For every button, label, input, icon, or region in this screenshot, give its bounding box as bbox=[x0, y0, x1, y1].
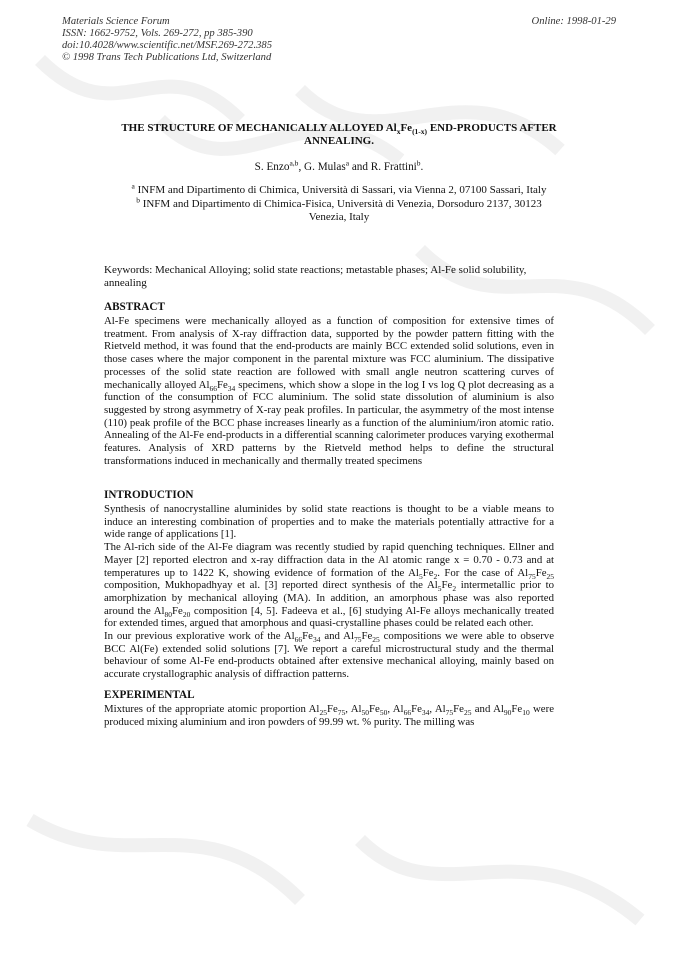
intro-paragraph-1: Synthesis of nanocrystalline aluminides by solid state reactions is thought to be a viable means to induce an interesting combination of properties and to make the materials potentially attractive for a wide range of applications [1]. bbox=[104, 503, 554, 541]
doi-link[interactable]: doi:10.4028/www.scientific.net/MSF.269-272.385 bbox=[62, 40, 272, 51]
author-list: S. Enzo$^{a,b}$, G. Mulas$^a$ and R. Frattini$^b$. bbox=[254, 158, 424, 173]
journal-header bbox=[62, 16, 272, 64]
introduction-section bbox=[104, 489, 554, 681]
affiliations bbox=[100, 181, 578, 225]
issn-line: ISSN: 1662-9752, Vols. 269-272, pp 385-390 bbox=[62, 28, 253, 39]
affiliation-a: $^a$ INFM and Dipartimento di Chimica, Università di Sassari, via Vienna 2, 07100 Sassari, Italy bbox=[131, 181, 547, 196]
abstract-text: Al-Fe specimens were mechanically alloyed as a function of composition for extensive times of treatment. From analysis of X-ray diffraction data, supported by the powder pattern fitting with the Rietveld method, it was found that the end-products are mainly BCC extended solid solutions, even in those cases where the major component in the parental mixture was FCC aluminium. The dissipative processes of the solid state reaction are followed with small angle neutron scattering curves of mechanically alloyed $Al_{66}Fe_{34}$ specimens, which show a slope in the log I vs log Q plot decreasing as a function of the consumption of FCC aluminium. The solid state dissolution of aluminium is also suggested by strong asymmetry of X-ray peak profiles. In particular, the asymmetry of the most intense (110) peak profile of the BCC phase increases linearly as a function of the aluminium/iron atomic ratio. Annealing of the Al-Fe end-products in a differential scanning calorimeter produces varying exothermal features. Analysis of XRD patterns by the Rietveld method helps to define the structural transformations induced in mechanically and thermally treated specimens bbox=[104, 315, 555, 467]
abstract-heading: ABSTRACT bbox=[104, 301, 165, 313]
affiliation-b-city: Venezia, Italy bbox=[308, 211, 370, 223]
intro-paragraph-2: The Al-rich side of the Al-Fe diagram was recently studied by rapid quenching techniques. Ellner and Mayer [2] reported electron and x-ray diffraction data in the Al atomic range x = 0.70 - 0.73 and at temperatures up to 1422 K, showing evidence of formation of the $Al_5Fe_2$. For the case of $Al_{75}Fe_{25}$ composition, Mukhopadhyay et al. [3] reported direct synthesis of the $Al_5Fe_2$ intermetallic prior to amorphization by mechanical alloying (MA). In addition, an amorphous phase was also reported around the $Al_{80}Fe_{20}$ composition [4, 5]. Fadeeva et al., [6] studying Al-Fe alloys mechanically treated for extended times, argued that amorphous and quasi-crystalline phases could be related each other. bbox=[104, 541, 554, 630]
paper-title: THE STRUCTURE OF MECHANICALLY ALLOYED $Al_xFe_{(1-x)}$ END-PRODUCTS AFTER ANNEALING. bbox=[121, 122, 557, 147]
introduction-heading: INTRODUCTION bbox=[104, 489, 194, 501]
experimental-section bbox=[104, 689, 554, 728]
copyright-line: © 1998 Trans Tech Publications Ltd, Switzerland bbox=[62, 52, 272, 63]
experimental-paragraph: Mixtures of the appropriate atomic proportion $Al_{25}Fe_{75}$, $Al_{50}Fe_{50}$, $Al_{66}Fe_{34}$, $Al_{75}Fe_{25}$ and $Al_{90}Fe_{10}$ were produced mixing aluminium and iron powders of 99.99 wt. % purity. The milling was bbox=[104, 703, 554, 728]
keywords: Keywords: Mechanical Alloying; solid state reactions; metastable phases; Al-Fe solid solubility, annealing bbox=[104, 264, 527, 289]
online-date: Online: 1998-01-29 bbox=[531, 16, 616, 27]
experimental-heading: EXPERIMENTAL bbox=[104, 689, 195, 701]
abstract-section bbox=[104, 301, 554, 467]
journal-name: Materials Science Forum bbox=[62, 16, 170, 27]
intro-paragraph-3: In our previous explorative work of the $Al_{66}Fe_{34}$ and $Al_{75}Fe_{25}$ compositions we were able to observe BCC Al(Fe) extended solid solutions [7]. We report a careful microstructural study and the thermal behaviour of some Al-Fe end-products obtained after extensive mechanical alloying, mainly based on accurate crystallographic analysis of diffraction patterns. bbox=[104, 630, 554, 681]
affiliation-b: $^b$ INFM and Dipartimento di Chimica-Fisica, Università di Venezia, Dorsoduro 2137, 30123 bbox=[136, 194, 542, 210]
